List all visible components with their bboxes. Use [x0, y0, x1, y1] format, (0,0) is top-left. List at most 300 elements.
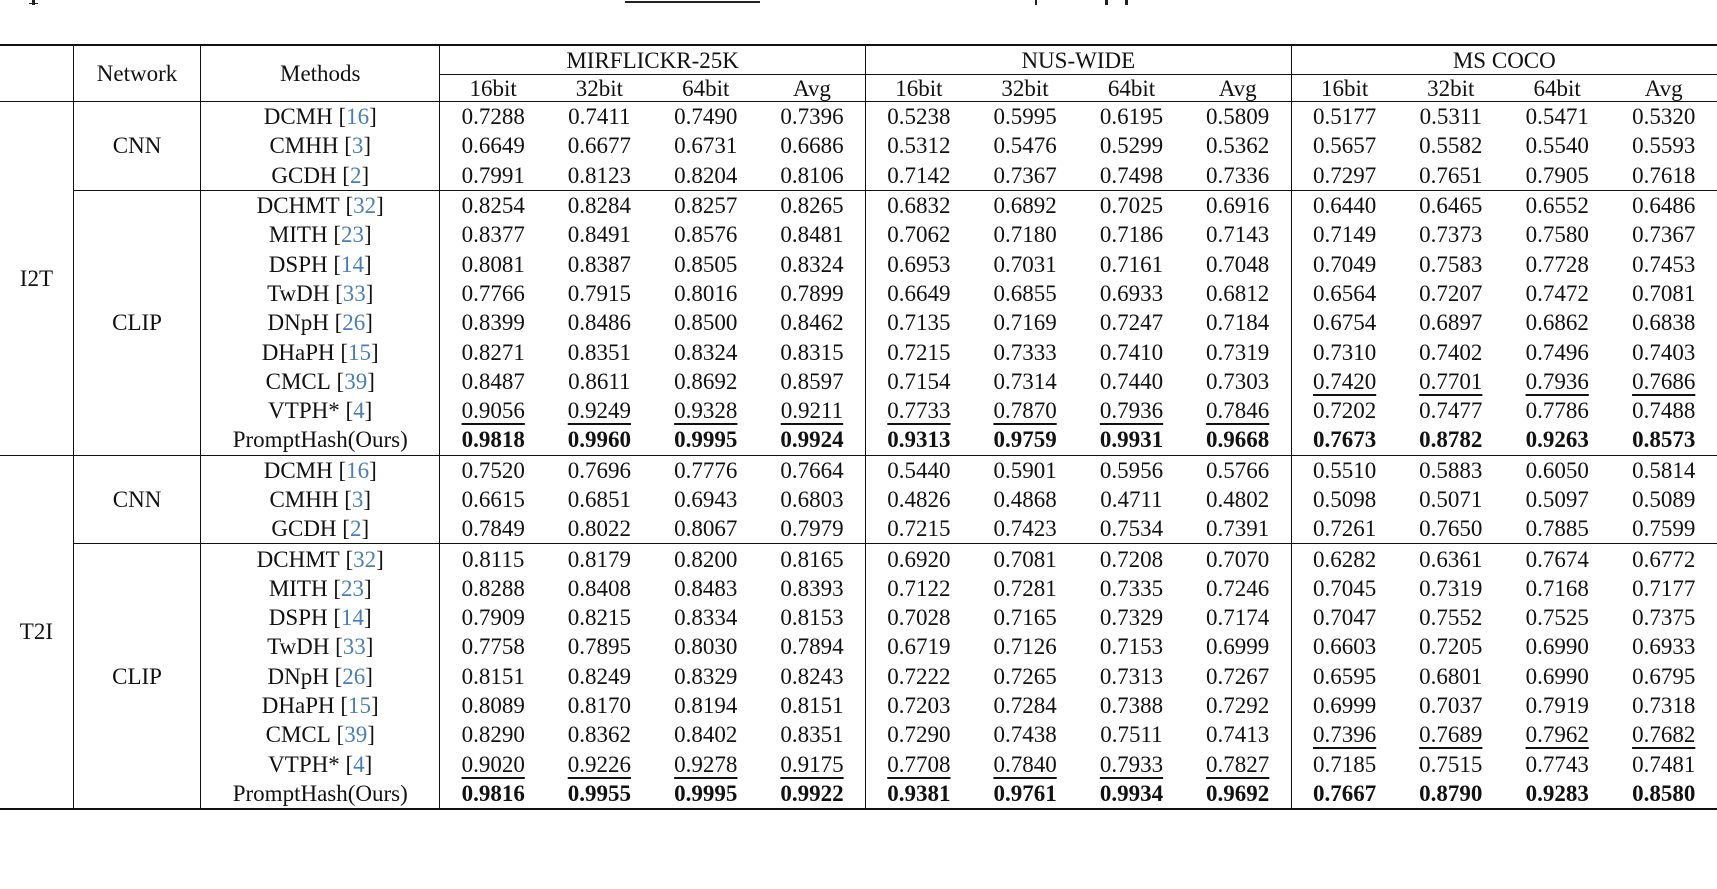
- score-cell: [972, 455, 1078, 485]
- score-value: 0.6486: [1632, 193, 1696, 219]
- score-value: 0.7031: [993, 251, 1057, 277]
- score-value: 0.7336: [1206, 162, 1270, 188]
- score-cell: [1610, 691, 1717, 720]
- network-label: CNN: [73, 455, 201, 544]
- score-cell: [546, 662, 652, 691]
- score-value: 0.7440: [1099, 368, 1164, 394]
- score-cell: [1398, 632, 1504, 661]
- score-cell: [972, 662, 1078, 691]
- score-value: 0.7498: [1099, 162, 1164, 188]
- score-value: 0.6595: [1312, 663, 1377, 689]
- score-value: 0.5098: [1312, 487, 1377, 512]
- score-value: 0.6795: [1632, 663, 1696, 689]
- citation-bracket: [: [329, 634, 343, 660]
- method-name: TwDH: [267, 634, 330, 660]
- best-score: 0.9934: [1099, 780, 1164, 806]
- second-best-score: 0.7686: [1632, 368, 1696, 394]
- score-cell: [440, 720, 546, 749]
- table-row: [0, 190, 1717, 220]
- citation-bracket: [: [328, 663, 343, 689]
- second-best-score: 0.9175: [780, 751, 844, 777]
- score-cell: [972, 544, 1078, 574]
- score-value: 0.6603: [1312, 634, 1377, 660]
- score-cell: [1291, 514, 1397, 544]
- method-cell: [201, 425, 440, 455]
- method-cell: [201, 131, 440, 160]
- score-value: 0.7618: [1632, 162, 1696, 188]
- table-row: [0, 574, 1717, 603]
- citation-link[interactable]: 14: [341, 251, 365, 277]
- score-cell: [1291, 161, 1397, 191]
- bit-length-header: 32bit: [972, 75, 1078, 102]
- citation-link[interactable]: 26: [342, 310, 366, 336]
- score-cell: [653, 279, 759, 308]
- score-value: 0.8288: [461, 575, 525, 601]
- best-score: 0.9955: [567, 780, 631, 806]
- citation-link[interactable]: 39: [344, 368, 368, 394]
- table-row: [0, 131, 1717, 160]
- score-value: 0.7651: [1419, 162, 1483, 188]
- method-cell: [201, 102, 440, 132]
- score-cell: [1398, 662, 1504, 691]
- score-cell: [1610, 425, 1717, 455]
- second-best-score: 0.9226: [567, 751, 631, 777]
- score-value: 0.6916: [1206, 193, 1270, 219]
- method-cell: [201, 337, 440, 366]
- score-value: 0.8505: [674, 251, 738, 277]
- citation-bracket: ]: [363, 133, 372, 159]
- score-cell: [1398, 750, 1504, 779]
- table-row: [0, 632, 1717, 661]
- score-cell: [1185, 779, 1291, 809]
- score-cell: [1398, 485, 1504, 514]
- score-cell: [972, 779, 1078, 809]
- citation-bracket: [: [339, 193, 354, 219]
- score-cell: [865, 102, 971, 132]
- score-value: 0.5510: [1312, 457, 1377, 483]
- score-cell: [972, 750, 1078, 779]
- score-cell: [1078, 131, 1184, 160]
- caption-underline: [625, 1, 760, 3]
- score-cell: [546, 485, 652, 514]
- score-value: 0.8215: [567, 605, 631, 631]
- score-value: 0.7126: [993, 634, 1057, 660]
- score-value: 0.6195: [1099, 104, 1164, 130]
- score-value: 0.7303: [1206, 368, 1270, 394]
- score-value: 0.7319: [1206, 339, 1270, 365]
- score-value: 0.7472: [1525, 280, 1589, 306]
- score-value: 0.6892: [993, 193, 1057, 219]
- score-cell: [1078, 190, 1184, 220]
- score-value: 0.7758: [461, 634, 525, 660]
- method-name: PromptHash(Ours): [232, 780, 408, 806]
- score-value: 0.7367: [993, 162, 1057, 188]
- score-cell: [1398, 425, 1504, 455]
- score-value: 0.7329: [1099, 605, 1164, 631]
- citation-bracket: ]: [376, 193, 384, 219]
- score-value: 0.7991: [461, 162, 525, 188]
- task-label: I2T: [0, 102, 73, 456]
- score-value: 0.5766: [1206, 457, 1270, 483]
- score-value: 0.8487: [461, 368, 525, 394]
- score-value: 0.8067: [674, 516, 738, 542]
- score-value: 0.7048: [1206, 251, 1270, 277]
- citation-bracket: ]: [367, 722, 375, 748]
- score-cell: [440, 367, 546, 396]
- score-cell: [1185, 367, 1291, 396]
- score-value: 0.7081: [993, 546, 1057, 572]
- citation-bracket: [: [336, 516, 350, 542]
- score-value: 0.7149: [1312, 222, 1377, 248]
- score-cell: [865, 662, 971, 691]
- table-row: [0, 750, 1717, 779]
- score-value: 0.4868: [993, 487, 1057, 512]
- score-value: 0.6361: [1419, 546, 1483, 572]
- score-cell: [546, 308, 652, 337]
- citation-link[interactable]: 15: [348, 693, 372, 719]
- score-cell: [759, 691, 865, 720]
- table-row: [0, 425, 1717, 455]
- score-value: 0.7410: [1099, 339, 1164, 365]
- score-cell: [972, 691, 1078, 720]
- second-best-score: 0.7936: [1525, 368, 1589, 394]
- score-cell: [1504, 514, 1610, 544]
- score-value: 0.7388: [1099, 693, 1164, 719]
- score-cell: [1078, 396, 1184, 425]
- score-cell: [1398, 396, 1504, 425]
- score-value: 0.5995: [993, 104, 1057, 130]
- score-cell: [653, 514, 759, 544]
- citation-link[interactable]: 39: [344, 722, 368, 748]
- score-value: 0.8334: [674, 605, 738, 631]
- score-value: 0.8081: [461, 251, 525, 277]
- score-value: 0.8165: [780, 546, 844, 572]
- method-cell: [201, 514, 440, 544]
- score-value: 0.7915: [567, 280, 631, 306]
- citation-bracket: [: [339, 546, 354, 572]
- score-cell: [440, 161, 546, 191]
- score-cell: [653, 750, 759, 779]
- score-cell: [759, 367, 865, 396]
- score-cell: [1291, 632, 1397, 661]
- score-value: 0.8692: [674, 368, 738, 394]
- score-cell: [865, 308, 971, 337]
- method-name: DCHMT: [256, 193, 340, 219]
- score-value: 0.7180: [993, 222, 1057, 248]
- score-value: 0.6050: [1525, 457, 1589, 483]
- score-cell: [1610, 514, 1717, 544]
- score-value: 0.5956: [1099, 457, 1164, 483]
- score-cell: [1078, 544, 1184, 574]
- citation-bracket: ]: [361, 162, 370, 188]
- table-body: [0, 102, 1717, 810]
- score-value: 0.7153: [1099, 634, 1164, 660]
- score-value: 0.7525: [1525, 605, 1589, 631]
- score-cell: [865, 691, 971, 720]
- score-value: 0.8022: [567, 516, 631, 542]
- score-value: 0.5471: [1525, 104, 1589, 130]
- score-value: 0.7142: [887, 162, 951, 188]
- best-score: 0.9995: [674, 427, 738, 453]
- score-value: 0.7222: [887, 663, 951, 689]
- score-value: 0.8030: [674, 634, 738, 660]
- citation-bracket: [: [330, 722, 345, 748]
- score-cell: [440, 662, 546, 691]
- second-best-score: 0.7962: [1525, 722, 1589, 748]
- score-value: 0.7979: [780, 516, 844, 542]
- bit-length-header: Avg: [1185, 75, 1291, 102]
- score-value: 0.8483: [674, 575, 738, 601]
- citation-link[interactable]: 16: [346, 457, 370, 483]
- citation-link[interactable]: 2: [349, 516, 362, 542]
- score-cell: [865, 161, 971, 191]
- score-cell: [1398, 308, 1504, 337]
- score-cell: [1610, 720, 1717, 749]
- score-value: 0.7520: [461, 457, 525, 483]
- citation-bracket: ]: [371, 693, 379, 719]
- citation-link[interactable]: 16: [346, 104, 370, 130]
- score-cell: [759, 603, 865, 632]
- score-value: 0.7168: [1525, 575, 1589, 601]
- score-cell: [1504, 190, 1610, 220]
- dataset-header-nuswide: NUS-WIDE: [865, 45, 1291, 75]
- score-value: 0.7599: [1632, 516, 1696, 542]
- score-cell: [653, 425, 759, 455]
- second-best-score: 0.7708: [887, 751, 951, 777]
- score-cell: [546, 190, 652, 220]
- citation-link[interactable]: 33: [342, 634, 366, 660]
- citation-link[interactable]: 23: [341, 575, 365, 601]
- score-cell: [653, 161, 759, 191]
- score-cell: [653, 720, 759, 749]
- score-cell: [1291, 249, 1397, 278]
- score-value: 0.4711: [1100, 487, 1163, 512]
- score-cell: [972, 279, 1078, 308]
- score-cell: [1398, 131, 1504, 160]
- score-value: 0.7411: [568, 104, 631, 130]
- citation-bracket: [: [330, 368, 345, 394]
- table-row: [0, 662, 1717, 691]
- score-cell: [1185, 455, 1291, 485]
- score-value: 0.7310: [1312, 339, 1377, 365]
- score-value: 0.8362: [567, 722, 631, 748]
- score-value: 0.7037: [1419, 693, 1483, 719]
- citation-bracket: [: [332, 104, 347, 130]
- citation-link[interactable]: 32: [353, 193, 377, 219]
- second-best-score: 0.7733: [887, 398, 951, 424]
- score-value: 0.6851: [567, 487, 631, 512]
- score-cell: [759, 425, 865, 455]
- score-cell: [1504, 691, 1610, 720]
- score-value: 0.8151: [461, 663, 525, 689]
- score-cell: [972, 308, 1078, 337]
- score-cell: [1610, 308, 1717, 337]
- score-cell: [1185, 249, 1291, 278]
- score-cell: [1078, 161, 1184, 191]
- score-value: 0.7247: [1099, 310, 1164, 336]
- score-cell: [865, 455, 971, 485]
- score-cell: [1291, 455, 1397, 485]
- glyph-fragment: [1105, 0, 1108, 5]
- network-label: CLIP: [73, 544, 201, 809]
- score-cell: [1291, 279, 1397, 308]
- score-cell: [440, 102, 546, 132]
- score-value: 0.7318: [1632, 693, 1696, 719]
- method-cell: [201, 691, 440, 720]
- citation-link[interactable]: 3: [351, 133, 364, 159]
- glyph-fragment: [1035, 0, 1037, 5]
- score-cell: [653, 249, 759, 278]
- citation-link[interactable]: 2: [349, 162, 362, 188]
- method-cell: [201, 632, 440, 661]
- glyph-fragment: [29, 3, 38, 4]
- score-cell: [1185, 662, 1291, 691]
- score-value: 0.8576: [674, 222, 738, 248]
- citation-link[interactable]: 14: [341, 605, 365, 631]
- citation-bracket: ]: [371, 339, 379, 365]
- method-name: DNpH: [267, 663, 329, 689]
- score-cell: [653, 131, 759, 160]
- score-value: 0.6282: [1312, 546, 1377, 572]
- score-cell: [440, 249, 546, 278]
- score-cell: [1504, 750, 1610, 779]
- score-value: 0.5320: [1632, 104, 1696, 130]
- citation-bracket: ]: [364, 251, 372, 277]
- score-cell: [972, 396, 1078, 425]
- citation-link[interactable]: 15: [348, 339, 372, 365]
- bit-length-header: 64bit: [1504, 75, 1610, 102]
- score-value: 0.7786: [1525, 398, 1589, 424]
- score-cell: [440, 632, 546, 661]
- task-header-cell: [0, 45, 73, 102]
- score-value: 0.5071: [1419, 487, 1483, 512]
- score-value: 0.6953: [887, 251, 951, 277]
- score-cell: [1610, 161, 1717, 191]
- score-value: 0.8393: [780, 575, 844, 601]
- score-value: 0.7202: [1312, 398, 1377, 424]
- citation-link[interactable]: 3: [351, 487, 364, 512]
- citation-link[interactable]: 4: [353, 398, 365, 424]
- score-value: 0.7025: [1099, 193, 1164, 219]
- score-value: 0.7143: [1206, 222, 1270, 248]
- method-name: GCDH: [271, 516, 337, 542]
- score-value: 0.8284: [567, 193, 631, 219]
- citation-bracket: [: [327, 251, 342, 277]
- score-cell: [653, 632, 759, 661]
- method-name: DSPH: [268, 605, 328, 631]
- citation-link[interactable]: 33: [342, 280, 366, 306]
- second-best-score: 0.7420: [1312, 368, 1377, 394]
- score-cell: [865, 603, 971, 632]
- best-score: 0.8573: [1632, 427, 1696, 453]
- best-score: 0.9931: [1099, 427, 1164, 453]
- score-value: 0.8351: [780, 722, 844, 748]
- score-value: 0.7743: [1525, 751, 1589, 777]
- method-name: DNpH: [267, 310, 329, 336]
- second-best-score: 0.7701: [1419, 368, 1483, 394]
- table-row: [0, 102, 1717, 132]
- method-name: DCMH: [263, 104, 333, 130]
- score-cell: [1610, 367, 1717, 396]
- score-value: 0.7453: [1632, 251, 1696, 277]
- score-value: 0.8151: [780, 693, 844, 719]
- score-cell: [1078, 249, 1184, 278]
- second-best-score: 0.7933: [1099, 751, 1164, 777]
- citation-bracket: [: [329, 280, 343, 306]
- score-cell: [759, 337, 865, 366]
- score-cell: [972, 485, 1078, 514]
- second-best-score: 0.9278: [674, 751, 738, 777]
- score-value: 0.6772: [1632, 546, 1696, 572]
- method-name: DCMH: [263, 457, 333, 483]
- score-cell: [865, 425, 971, 455]
- score-value: 0.5362: [1206, 133, 1270, 159]
- score-cell: [972, 220, 1078, 249]
- score-cell: [1504, 455, 1610, 485]
- score-value: 0.8194: [674, 693, 738, 719]
- method-cell: [201, 161, 440, 191]
- best-score: 0.9381: [887, 780, 951, 806]
- score-value: 0.4826: [887, 487, 951, 512]
- citation-bracket: [: [332, 457, 347, 483]
- score-cell: [653, 779, 759, 809]
- score-cell: [1185, 485, 1291, 514]
- score-cell: [653, 455, 759, 485]
- score-cell: [653, 220, 759, 249]
- score-cell: [865, 220, 971, 249]
- score-value: 0.8500: [674, 310, 738, 336]
- score-value: 0.8387: [567, 251, 631, 277]
- score-value: 0.7028: [887, 605, 951, 631]
- citation-link[interactable]: 32: [353, 546, 377, 572]
- score-value: 0.6990: [1525, 634, 1589, 660]
- citation-bracket: ]: [361, 516, 370, 542]
- citation-link[interactable]: 23: [341, 222, 365, 248]
- score-value: 0.7496: [1525, 339, 1589, 365]
- citation-bracket: ]: [365, 634, 374, 660]
- score-value: 0.5238: [887, 104, 951, 130]
- score-cell: [759, 220, 865, 249]
- score-value: 0.6832: [887, 193, 951, 219]
- score-cell: [546, 603, 652, 632]
- score-cell: [440, 514, 546, 544]
- task-label: T2I: [0, 455, 73, 809]
- score-cell: [1078, 603, 1184, 632]
- best-score: 0.9960: [567, 427, 631, 453]
- score-cell: [1078, 425, 1184, 455]
- score-cell: [1610, 632, 1717, 661]
- score-cell: [1078, 691, 1184, 720]
- bit-length-header: Avg: [1610, 75, 1717, 102]
- score-cell: [440, 279, 546, 308]
- score-cell: [1504, 220, 1610, 249]
- score-cell: [1610, 131, 1717, 160]
- score-value: 0.7265: [993, 663, 1057, 689]
- score-value: 0.8271: [461, 339, 525, 365]
- score-cell: [1398, 603, 1504, 632]
- score-cell: [1078, 750, 1184, 779]
- score-cell: [1291, 220, 1397, 249]
- score-cell: [865, 544, 971, 574]
- score-value: 0.7488: [1632, 398, 1696, 424]
- bit-length-header: 64bit: [1078, 75, 1184, 102]
- score-value: 0.6465: [1419, 193, 1483, 219]
- citation-link[interactable]: 26: [342, 663, 366, 689]
- score-cell: [759, 485, 865, 514]
- score-cell: [440, 691, 546, 720]
- citation-link[interactable]: 4: [353, 751, 365, 777]
- score-value: 0.6933: [1632, 634, 1696, 660]
